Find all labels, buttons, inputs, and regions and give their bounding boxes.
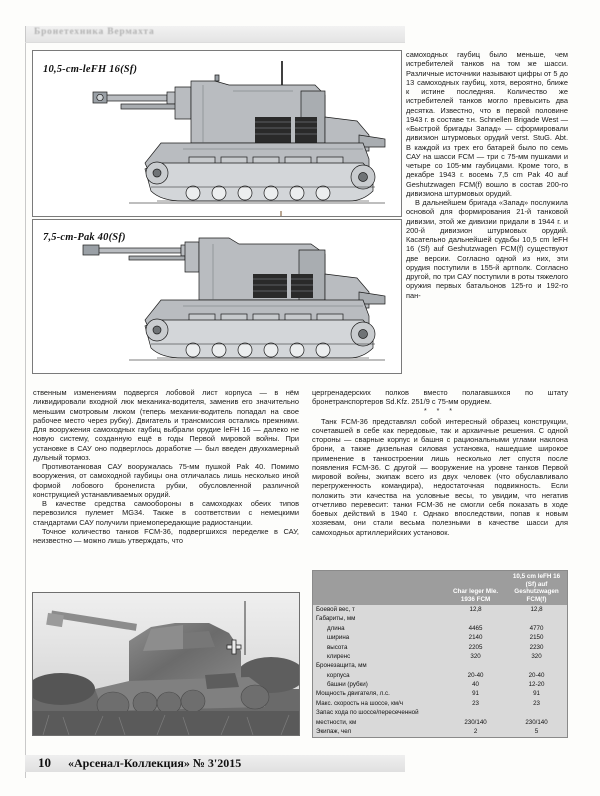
table-row (313, 718, 567, 727)
table-cell-value-col2 (506, 662, 567, 671)
table-cell-value-col2: 230/140 (506, 718, 567, 727)
table-cell-label: Габариты, мм (313, 615, 445, 624)
table-body (313, 605, 567, 736)
table-cell-value-col2: 12,8 (506, 605, 567, 614)
paragraph: Противотанковая САУ вооружалась 75-мм пушкой Pak 40. Помимо вооружения, от самоходной гаубицы она отличалась лишь несколько иной формой лобового бронелиста рубки, обусловленной различной конструкцией устанавливаемых орудий. (33, 462, 299, 499)
page-head-rule (25, 42, 405, 43)
table-cell-value-col2: 4770 (506, 624, 567, 633)
table-cell-label: местности, км (313, 718, 445, 727)
table-cell-value-col2 (506, 615, 567, 624)
table-cell-value-col1: 23 (445, 699, 506, 708)
paragraph: Танк FCM-36 представлял собой интересный образец конструкции, сочетавшей в себе как передовые, так и архаичные решения. С одной стороны — сварные корпус и башня с рациональными углами наклона брони, а также дизельная силовая установка, нашедшие широкое применение в танкостроении лишь несколько лет спустя после появления FCM-36. С другой — вооружение на уровне танков Первой мировой войны, экипаж всего из двух человек (что обуславливало перегруженность командира), недостаточная подвижность. Если положить эти качества на условные весы, то увидим, что негатив отчетливо перевесит: танки FCM-36 не смогли себя показать в ходе боевых действий в 1940 г. Однако впоследствии, попав к новым хозяевам, они стали весьма полезными в качестве шасси для самоходных артиллерийских установок. (312, 416, 568, 537)
table-row (313, 727, 567, 736)
table-cell-value-col2: 2230 (506, 643, 567, 652)
table-cell-value-col2: 12-20 (506, 680, 567, 689)
text-column-right-top (406, 50, 568, 300)
table-cell-label: башни (рубки) (313, 680, 445, 689)
paragraph: самоходных гаубиц было меньше, чем истребителей танков на том же шасси. Различные источники называют цифры от 5 до 13 самоходных гаубиц, хотя, вероятно, ближе к истине последняя. Количество же истребителей танков могло превысить два десятка. Известно, что в первой половине 1943 г. в составе т.н. Schnellen Brigade West — «Быстрой бригады Запад» — сформировали дивизион штурмовых орудий verst. StuG. Abt. В каждой из трех его батарей было по семь САУ на шасси FCM — три с 75-мм пушками и четыре со 105-мм гаубицами. Кроме того, в декабре 1943 г. восемь 7,5 cm Pak 40 auf Geshutzwagen FCM(f) вошло в состав 200-го дивизиона штурмовых орудий. (406, 50, 568, 198)
table-cell-label: Экипаж, чел (313, 727, 445, 736)
table-cell-value-col1: 2205 (445, 643, 506, 652)
paragraph: цергренадерских полков вместо полагавшихся по штату бронетранспортеров Sd.Kfz. 251/9 с 75-мм орудием. (312, 388, 568, 407)
table-cell-label: Боевой вес, т (313, 605, 445, 614)
table-cell-value-col2 (506, 709, 567, 718)
table-header-col1: Char leger Mle. 1936 FCM (445, 571, 506, 605)
text-column-right-middle (312, 388, 568, 537)
running-head-text: Бронетехника Вермахта (34, 27, 155, 37)
table-cell-label: высота (313, 643, 445, 652)
table-cell-value-col1 (445, 709, 506, 718)
table-row (313, 652, 567, 661)
table-cell-value-col1: 20-40 (445, 671, 506, 680)
table-cell-value-col1: 230/140 (445, 718, 506, 727)
page-vertical-rule (25, 26, 26, 778)
table-cell-value-col1 (445, 662, 506, 671)
table-cell-value-col2: 320 (506, 652, 567, 661)
table-row (313, 699, 567, 708)
table-cell-value-col1 (445, 615, 506, 624)
table-cell-value-col1: 12,8 (445, 605, 506, 614)
table-row (313, 662, 567, 671)
table-row (313, 680, 567, 689)
specifications-table (312, 570, 568, 738)
table-cell-value-col1: 91 (445, 690, 506, 699)
table-cell-value-col2: 91 (506, 690, 567, 699)
table-header-row (313, 571, 567, 605)
table-row (313, 690, 567, 699)
table-cell-label: Мощность двигателя, л.с. (313, 690, 445, 699)
table-cell-value-col2: 5 (506, 727, 567, 736)
figure-1-drawing (33, 51, 401, 216)
table-row (313, 671, 567, 680)
text-column-left-middle (33, 388, 299, 545)
table-cell-value-col2: 20-40 (506, 671, 567, 680)
table-cell-label: Бронезащита, мм (313, 662, 445, 671)
photo-self-propelled-gun-in-field (32, 592, 300, 736)
table-cell-value-col1: 2140 (445, 634, 506, 643)
figure-2 (32, 219, 402, 374)
table-row (313, 615, 567, 624)
paragraph: Точное количество танков FCM-36, подвергшихся переделке в САУ, неизвестно — можно лишь утверждать, что (33, 526, 299, 545)
table-cell-label: ширина (313, 634, 445, 643)
section-divider-stars: * * * (423, 407, 457, 415)
table-cell-label: корпуса (313, 671, 445, 680)
table-row (313, 605, 567, 614)
table-cell-value-col1: 320 (445, 652, 506, 661)
table-cell-label: клиренс (313, 652, 445, 661)
table-cell-value-col1: 2 (445, 727, 506, 736)
table-cell-value-col1: 40 (445, 680, 506, 689)
table-cell-label: длина (313, 624, 445, 633)
footer-page-number: 10 (38, 755, 51, 770)
figure-1-caption: 10,5-cm-leFH 16(Sf) (43, 64, 138, 75)
paragraph: В качестве средства самообороны в самоходках обеих типов перевозился пулемет MG34. Также в соответствии с немецкими стандартами САУ получили приемопередающие радиостанции. (33, 499, 299, 527)
table-row (313, 709, 567, 718)
figure-1 (32, 50, 402, 217)
paragraph: В дальнейшем бригада «Запад» послужила основой для формирования 21-й танковой дивизии, этой же дивизии придали в 1944 г. и 200-й дивизион штурмовых орудий. Касательно дальнейшей судьбы 10,5 cm leFH 16 (Sf) auf Geshutzwagen FCM(f) существуют две версии. Согласно одной из них, эти орудия поступили в 155-й артполк. Согласно другой, по три САУ поступили в роты тяжелого оружия первых батальонов 125-го и 192-го пан- (406, 198, 568, 300)
table-cell-label: Макс. скорость на шоссе, км/ч (313, 699, 445, 708)
table-cell-value-col2: 2150 (506, 634, 567, 643)
paragraph: ственным изменениям подвергся лобовой лист корпуса — в нём ликвидировали входной люк механика-водителя, заменив его значительно меньшим смотровым люком (теперь механик-водитель попадал на свое рабочее место через рубку). Двигатель и трансмиссия остались прежними. Для вооружения самоходных гаубиц выбрали орудие leFH 16 — далеко не новую систему, созданную ещё в годы Первой мировой войны. При установке в САУ оно подверглось доработке — был введен двухкамерный дульный тормоз. (33, 388, 299, 462)
table-cell-value-col2: 23 (506, 699, 567, 708)
table-row (313, 624, 567, 633)
table-cell-label: Запас хода по шоссе/пересеченной (313, 709, 445, 718)
table-header-col2: 10,5 cm leFH 16 (Sf) auf Geshutzwagen FCM(f) (506, 571, 567, 605)
photo-content (33, 593, 299, 735)
table-cell-value-col1: 4465 (445, 624, 506, 633)
figure-2-caption: 7,5-cm-Pak 40(Sf) (43, 232, 126, 243)
table-header-blank (313, 571, 445, 605)
footer-publication-title: «Арсенал-Коллекция» № 3'2015 (68, 756, 242, 770)
table-row (313, 634, 567, 643)
table-row (313, 643, 567, 652)
